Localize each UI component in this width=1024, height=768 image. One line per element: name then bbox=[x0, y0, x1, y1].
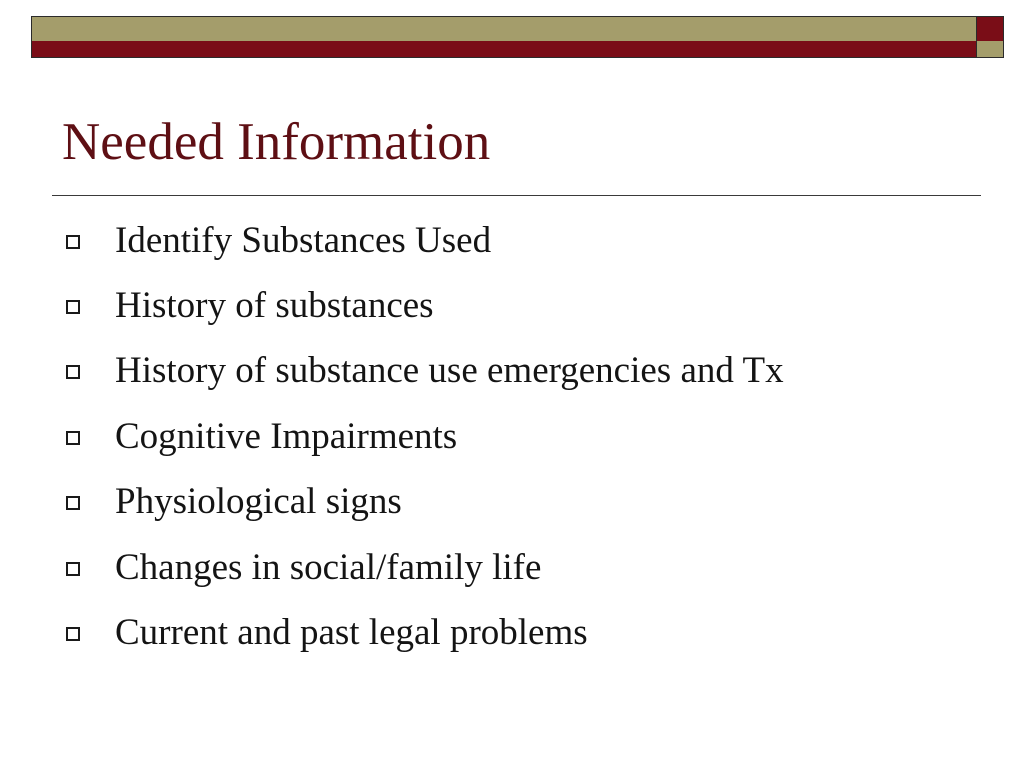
bullet-item bbox=[0, 609, 1000, 659]
bullet-item bbox=[0, 282, 1000, 332]
bullet-item bbox=[0, 478, 1000, 528]
slide-title: Needed Information bbox=[62, 113, 491, 171]
bullet-text: Physiological signs bbox=[115, 481, 402, 522]
hollow-square-icon bbox=[66, 496, 80, 510]
hollow-square-icon bbox=[66, 431, 80, 445]
header-banner-olive-stripe bbox=[32, 17, 976, 42]
bullet-item bbox=[0, 544, 1000, 594]
header-banner bbox=[31, 16, 977, 58]
bullet-item bbox=[0, 217, 1000, 267]
hollow-square-icon bbox=[66, 562, 80, 576]
hollow-square-icon bbox=[66, 300, 80, 314]
hollow-square-icon bbox=[66, 365, 80, 379]
bullet-item bbox=[0, 413, 1000, 463]
header-banner-maroon-stripe bbox=[32, 41, 976, 57]
bullet-text: Cognitive Impairments bbox=[115, 416, 458, 457]
hollow-square-icon bbox=[66, 235, 80, 249]
bullet-text: Changes in social/family life bbox=[115, 547, 542, 588]
header-corner-olive-square bbox=[977, 41, 1003, 57]
header-corner-maroon-square bbox=[977, 17, 1003, 42]
hollow-square-icon bbox=[66, 627, 80, 641]
bullet-text: Identify Substances Used bbox=[115, 220, 492, 261]
header-corner-block bbox=[977, 16, 1004, 58]
bullet-text: History of substances bbox=[115, 285, 434, 326]
bullet-text: Current and past legal problems bbox=[115, 612, 588, 653]
bullet-item bbox=[0, 347, 1000, 397]
title-divider-line bbox=[52, 195, 981, 196]
bullet-text: History of substance use emergencies and Tx bbox=[115, 350, 784, 391]
